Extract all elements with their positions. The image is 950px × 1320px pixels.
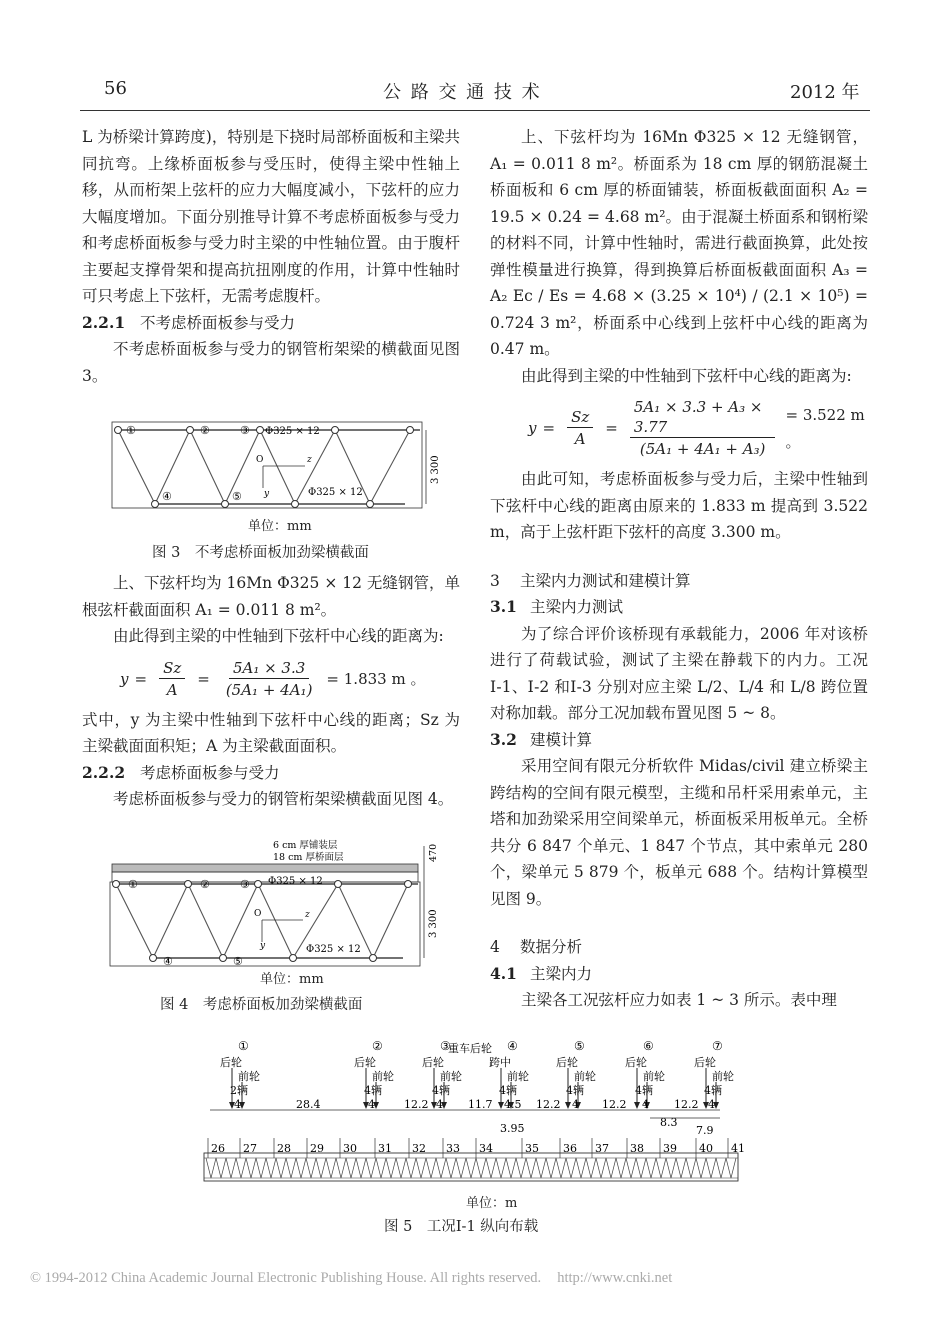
figure-5-diagram (200, 1038, 746, 1198)
axis-y: y (264, 489, 270, 499)
figure-4-caption: 图 4 考虑桥面板加劲梁横截面 (160, 997, 363, 1013)
sub-dimension-value: 7.9 (696, 1124, 714, 1137)
vehicle-count: 4辆 (635, 1084, 653, 1097)
dimension-value: 4 (368, 1098, 375, 1111)
truck-number: ⑥ (643, 1039, 654, 1053)
header-rule (80, 110, 870, 111)
node-number: 29 (310, 1142, 324, 1155)
node-label: ③ (240, 878, 250, 891)
equation-2: y = $\frac{Sz}{A}$ = $\frac{\text{5A₁ × 3.3 + A₃ × 3.77}}{\text{(5A₁ + 4A₁ + A₃)}}$ = 3.522 m 。 (528, 398, 865, 458)
node-number: 34 (479, 1142, 493, 1155)
paragraph: 主梁各工况弦杆应力如表 1 ~ 3 所示。表中理 (521, 991, 837, 1009)
dimension-value: 28.4 (296, 1098, 321, 1111)
front-wheel-label: 前轮 (574, 1070, 596, 1083)
layer-1-label: 6 cm 厚铺装层 (273, 840, 338, 851)
deck-dim: 470 (428, 843, 439, 862)
figure-3-caption: 图 3 不考虑桥面板加劲梁横截面 (152, 545, 369, 561)
rear-wheel-label: 后轮 (354, 1056, 376, 1069)
dimension-value: 4 (436, 1098, 443, 1111)
year: 2012 年 (790, 82, 860, 103)
dimension-value: 12.2 (602, 1098, 627, 1111)
paragraph: 考虑桥面板参与受力的钢管桁架梁横截面见图 4。 (113, 790, 454, 808)
pavement-layer (112, 864, 418, 872)
node-number: 41 (731, 1142, 745, 1155)
figure-4-unit: 单位：mm (260, 972, 324, 987)
figure-3-unit: 单位：mm (248, 519, 312, 534)
bottom-chord-label: Φ325 × 12 (308, 487, 363, 498)
paragraph: 上、下弦杆均为 16Mn Φ325 × 12 无缝钢管，A₁ = 0.011 8 m²。桥面系为 18 cm 厚的钢筋混凝土桥面板和 6 cm 厚的桥面铺装，桥面板截面面积 A₂ = 19.5 × 0.24 = 4.68 m²。由于混凝土桥面系和钢桁梁的材料不同，计算中性轴时，需进行截面换算，此处按弹性模量进行换算，得到换算后桥面板截面面积 A₃ = A₂ Ec / Es = 4.68 × (3.25 × 10⁴) / (2.1 × 10⁵) = 0.724 3 m²，桥面系中心线到上弦杆中心线的距离为 0.47 m。 (490, 128, 868, 358)
node-label: ② (200, 878, 210, 891)
page-number: 56 (104, 78, 127, 99)
node-number: 30 (343, 1142, 357, 1155)
section-heading-2-2-2: 2.2.2 考虑桥面板参与受力 (82, 762, 280, 782)
paragraph: 上、下弦杆均为 16Mn Φ325 × 12 无缝钢管，单根弦杆截面面积 A₁ = 0.011 8 m²。 (82, 574, 460, 619)
dimension-value: 12.2 (404, 1098, 429, 1111)
front-wheel-label: 前轮 (507, 1070, 529, 1083)
paragraph: 由此得到主梁的中性轴到下弦杆中心线的距离为: (521, 366, 852, 385)
node-label: ⑤ (232, 490, 242, 503)
node-number: 33 (446, 1142, 460, 1155)
vehicle-count: 4辆 (432, 1084, 450, 1097)
vehicle-count: 4辆 (364, 1084, 382, 1097)
node-label: ③ (240, 424, 250, 437)
axis-o: O (254, 909, 262, 919)
node-number: 32 (412, 1142, 426, 1155)
sub-dimension-value: 8.3 (660, 1116, 678, 1129)
section-heading-3-1: 3.1 主梁内力测试 (490, 597, 624, 616)
truck-number: ① (238, 1039, 249, 1053)
paragraph: 由此可知，考虑桥面板参与受力后，主梁中性轴到下弦杆中心线的距离由原来的 1.833 m 提高到 3.522 m，高于上弦杆距下弦杆的高度 3.300 m。 (490, 470, 868, 541)
node-label: ⑤ (233, 955, 243, 968)
node-number: 26 (211, 1142, 225, 1155)
figure-5-caption: 图 5 工况Ⅰ-1 纵向布载 (384, 1219, 539, 1235)
truck-number: ⑦ (712, 1039, 723, 1053)
copyright-footer: © 1994-2012 China Academic Journal Electronic Publishing House. All rights reserved. http://www.cnki.net (30, 1270, 673, 1286)
vehicle-count: 4辆 (566, 1084, 584, 1097)
vehicle-count: 4辆 (704, 1084, 722, 1097)
section-heading-2-2-1: 2.2.1 不考虑桥面板参与受力 (82, 312, 296, 332)
dimension-value: 4 (708, 1098, 715, 1111)
axis-y: y (260, 941, 266, 951)
figure-3 (110, 418, 450, 518)
node-label: ① (126, 424, 136, 437)
node-number: 31 (378, 1142, 392, 1155)
vehicle-count: 4辆 (499, 1084, 517, 1097)
heavy-truck-label: 重车后轮 (448, 1042, 492, 1055)
node-number: 35 (525, 1142, 539, 1155)
node-label: ④ (162, 490, 172, 503)
node-number: 37 (595, 1142, 609, 1155)
footer-url[interactable]: http://www.cnki.net (557, 1270, 673, 1286)
node-number: 40 (699, 1142, 713, 1155)
rear-wheel-label: 后轮 (694, 1056, 716, 1069)
dimension-value: 4.5 (504, 1098, 522, 1111)
figure-4-diagram (108, 838, 450, 968)
section-heading-4-1: 4.1 主梁内力 (490, 963, 593, 983)
front-wheel-label: 前轮 (372, 1070, 394, 1083)
dimension-value: 4 (642, 1098, 649, 1111)
section-heading-3: 3 主梁内力测试和建模计算 (490, 571, 691, 590)
deck-slab (112, 872, 418, 882)
axis-z: z (307, 455, 312, 465)
truss-web (206, 1158, 736, 1178)
truck-number: ② (372, 1039, 383, 1053)
left-column-continued (82, 570, 460, 813)
dimension-value: 11.7 (468, 1098, 493, 1111)
top-chord-label: Φ325 × 12 (265, 426, 320, 437)
paragraph: 不考虑桥面板参与受力的钢管桁架梁的横截面见图 3。 (82, 340, 460, 385)
node-label: ① (128, 878, 138, 891)
equation-1: y = $\frac{Sz}{A}$ = $\frac{\text{5A₁ × 3.3}}{\text{(5A₁ + 4A₁)}}$ = 1.833 m 。 (120, 658, 426, 699)
arrow-head (634, 1102, 640, 1109)
vehicle-count: 2辆 (230, 1084, 248, 1097)
dimension-value: 4 (234, 1098, 241, 1111)
paragraph: 为了综合评价该桥现有承载能力，2006 年对该桥进行了荷载试验，测试了主梁在静载下的内力。工况Ⅰ-1、Ⅰ-2 和Ⅰ-3 分别对应主梁 L/2、L/4 和 L/8 跨位置对称加载。部分工况加载布置见图 5 ~ 8。 (490, 624, 868, 722)
truck-number: ④ (507, 1039, 518, 1053)
node-number: 39 (663, 1142, 677, 1155)
rear-wheel-label: 跨中 (489, 1056, 511, 1069)
truck-number: ③ (440, 1039, 451, 1053)
figure-5 (200, 1038, 746, 1198)
node-label: ② (200, 424, 210, 437)
axis-o: O (256, 455, 264, 465)
paragraph: 采用空间有限元分析软件 Midas/civil 建立桥梁主跨结构的空间有限元模型，主缆和吊杆采用索单元，主塔和加劲梁采用空间梁单元，桥面板采用板单元。全桥共分 6 847 个单元、1 847 个节点，其中索单元 280 个，梁单元 5 879 个，板单元 688 个。结构计算模型见图 9。 (490, 757, 868, 908)
paragraph: 式中，y 为主梁中性轴到下弦杆中心线的距离；Sz 为主梁截面面积矩；A 为主梁截面面积。 (82, 710, 460, 755)
figure-4 (108, 838, 450, 968)
node-label: ④ (163, 955, 173, 968)
rear-wheel-label: 后轮 (625, 1056, 647, 1069)
node-number: 36 (563, 1142, 577, 1155)
figure-5-unit: 单位：m (466, 1196, 518, 1211)
rear-wheel-label: 后轮 (422, 1056, 444, 1069)
paragraph: 由此得到主梁的中性轴到下弦杆中心线的距离为: (113, 627, 444, 645)
truck-number: ⑤ (574, 1039, 585, 1053)
paragraph: L 为桥梁计算跨度)，特别是下挠时局部桥面板和主梁共同抗弯。上缘桥面板参与受压时，使得主梁中性轴上移，从而桁架上弦杆的应力大幅度减小，下弦杆的应力大幅度增加。下面分别推导计算不考虑桥面板参与受力和考虑桥面板参与受力时主梁的中性轴位置。由于腹杆主要起支撑骨架和提高抗扭刚度的作用，计算中性轴时可只考虑上下弦杆，无需考虑腹杆。 (82, 128, 460, 305)
top-chord-label: Φ325 × 12 (268, 876, 323, 887)
dimension-value: 12.2 (674, 1098, 699, 1111)
rear-wheel-label: 后轮 (220, 1056, 242, 1069)
node-number: 28 (277, 1142, 291, 1155)
axis-z: z (305, 910, 310, 920)
node-number: 38 (630, 1142, 644, 1155)
left-column (82, 124, 460, 389)
dimension-value: 4 (572, 1098, 579, 1111)
journal-title: 公 路 交 通 技 术 (383, 82, 542, 103)
height-dim: 3 300 (428, 909, 439, 938)
front-wheel-label: 前轮 (643, 1070, 665, 1083)
dimension-value: 12.2 (536, 1098, 561, 1111)
figure-3-diagram (110, 418, 450, 518)
front-wheel-label: 前轮 (238, 1070, 260, 1083)
front-wheel-label: 前轮 (440, 1070, 462, 1083)
front-wheel-label: 前轮 (712, 1070, 734, 1083)
bottom-chord-label: Φ325 × 12 (306, 944, 361, 955)
arrow-head (565, 1102, 571, 1109)
section-heading-4: 4 数据分析 (490, 938, 583, 956)
section-heading-3-2: 3.2 建模计算 (490, 729, 593, 749)
height-dim: 3 300 (430, 455, 441, 484)
rear-wheel-label: 后轮 (556, 1056, 578, 1069)
layer-2-label: 18 cm 厚桥面层 (273, 852, 344, 863)
sub-dimension-value: 3.95 (500, 1122, 525, 1135)
right-column (490, 124, 868, 1014)
node-number: 27 (243, 1142, 257, 1155)
